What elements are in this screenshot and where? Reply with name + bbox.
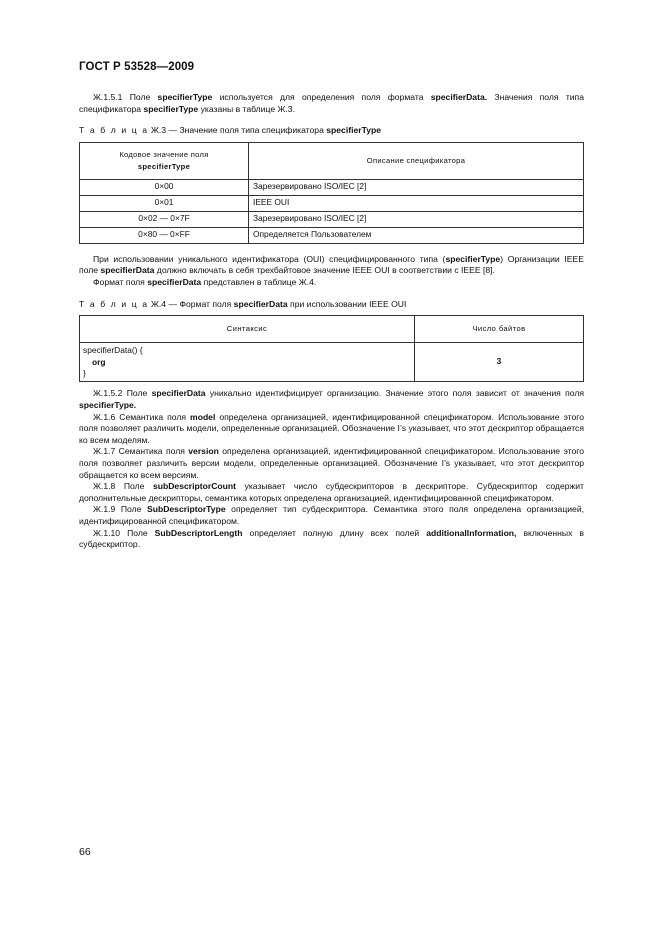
table-row: [80, 195, 584, 211]
description-cell: Зарезервировано ISO/IEC [2]: [249, 179, 584, 195]
paragraph-zh-1-6: Ж.1.6 Семантика поля model определена организацией, идентифицированной спецификатором. Использование этого поля позволяет различить модели, определенные организацией. Обозначение I’s указывает, что этот дескриптор обращается ко всем моделям.: [79, 411, 585, 445]
paragraph-format-reference: Формат поля specifierData представлен в таблице Ж.4.: [93, 276, 317, 287]
table-header-row: [80, 316, 584, 343]
table-header-row: [80, 142, 584, 179]
paragraph-zh-1-5-2: Ж.1.5.2 Поле specifierData уникально идентифицирует организацию. Значение этого поля зависит от значения поля specifierType.: [79, 388, 584, 410]
paragraph-oui-usage: При использовании уникального идентификатора (OUI) специфицированного типа (specifierType) Организации IEEE поле specifierData должно включать в себя трехбайтовое значение IEEE OUI в соответствии с IEEE [8].: [79, 253, 585, 276]
code-cell: 0×80 — 0×FF: [80, 227, 249, 243]
bytes-cell: 3: [415, 343, 584, 382]
description-cell: Определяется Пользователем: [249, 227, 584, 243]
specifier-type-table: [79, 142, 584, 244]
paragraph-zh-1-8: Ж.1.8 Поле subDescriptorCount указывает число субдескрипторов в дескрипторе. Субдескриптор содержит дополнительные дескрипторы, семантика которых определена организацией, идентифицированной спецификатором.: [79, 481, 584, 503]
code-cell: 0×01: [80, 195, 249, 211]
syntax-header: Синтаксис: [80, 316, 415, 343]
code-value-header: Кодовое значение поля specifierType: [80, 142, 249, 179]
paragraph-zh-1-9: Ж.1.9 Поле SubDescriptorType определяет тип субдескриптора. Семантика этого поля определена организацией, идентифицированной спецификатором.: [79, 504, 585, 526]
code-cell: 0×02 — 0×7F: [80, 211, 249, 227]
table-4-caption: Т а б л и ц а Ж.4 — Формат поля specifierData при использовании IEEE OUI: [79, 298, 407, 309]
table-row: [80, 343, 584, 382]
description-header: Описание спецификатора: [249, 142, 584, 179]
paragraph-zh-1-10: Ж.1.10 Поле SubDescriptorLength определяет полную длину всех полей additionalInformation, включенных в субдескриптор.: [79, 527, 584, 550]
bytes-header: Число байтов: [415, 316, 584, 343]
code-cell: 0×00: [80, 179, 249, 195]
paragraph-zh-1-7: Ж.1.7 Семантика поля version определена организацией, идентифицированной спецификатором. Использование этого поля позволяет различить версии модели, определенные организацией. Обозначение I’s указывает, что этот дескриптор обращается ко всем версиям.: [79, 446, 584, 480]
page-content: [79, 92, 584, 551]
table-3-caption: Т а б л и ц а Ж.3 — Значение поля типа спецификатора specifierType: [79, 125, 382, 136]
description-cell: IEEE OUI: [249, 195, 584, 211]
syntax-cell: specifierData() { org }: [80, 343, 415, 382]
table-row: [80, 179, 584, 195]
description-cell: Зарезервировано ISO/IEC [2]: [249, 211, 584, 227]
paragraph-zh-1-5-1: Ж.1.5.1 Поле specifierType используется для определения поля формата specifierData. Значения поля типа спецификатора specifierType указаны в таблице Ж.3.: [79, 92, 584, 114]
specifier-data-format-table: [79, 315, 584, 382]
table-row: [80, 227, 584, 243]
page-number: 66: [79, 846, 91, 858]
table-row: [80, 211, 584, 227]
document-id-header: ГОСТ Р 53528—2009: [79, 61, 195, 73]
